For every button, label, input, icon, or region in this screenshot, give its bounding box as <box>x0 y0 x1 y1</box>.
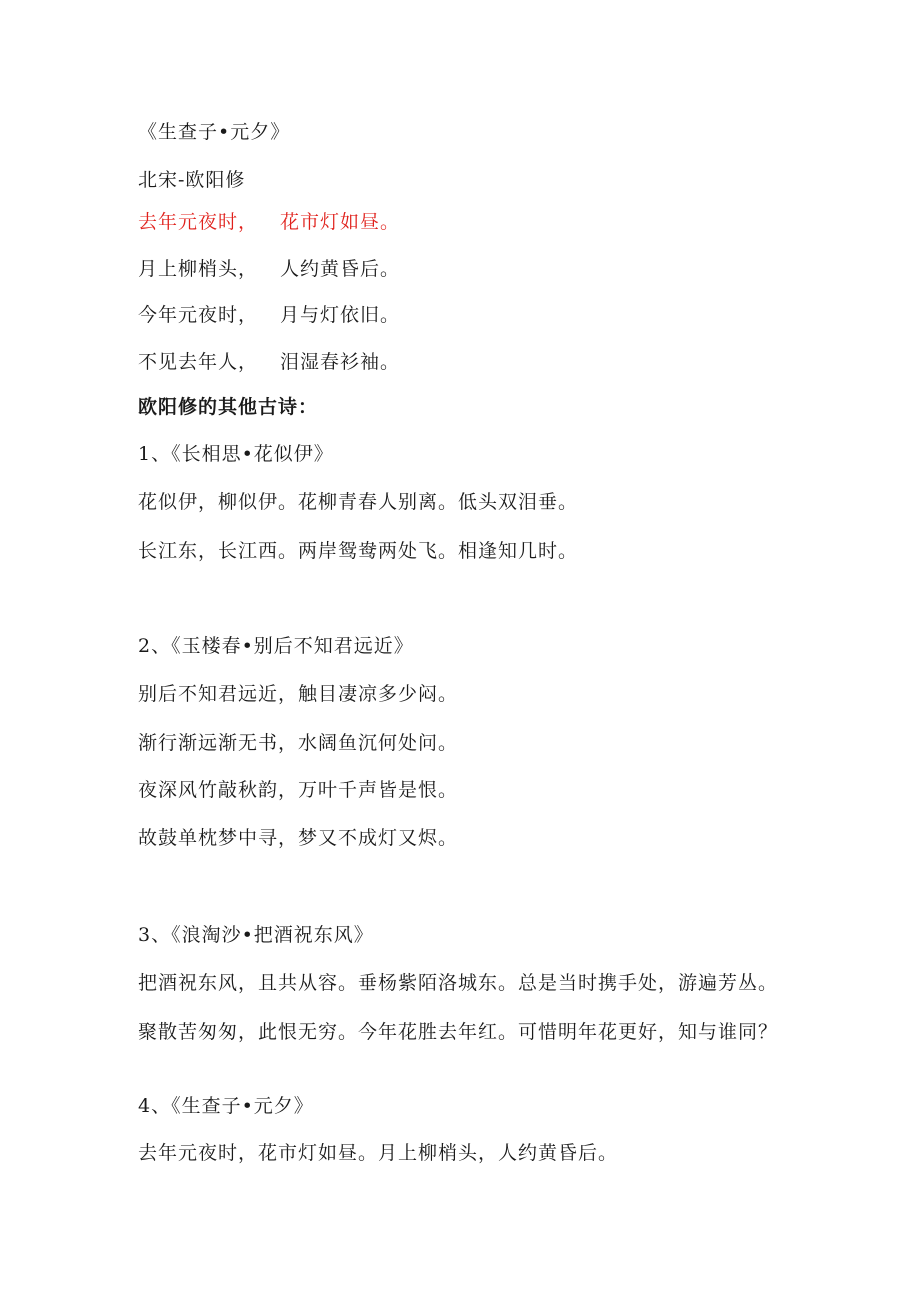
poem-item-line: 别后不知君远近，触目凄凉多少闷。 <box>138 683 459 705</box>
poem-item-title: 4、《生查子•元夕》 <box>138 1095 314 1117</box>
poem-item-line: 长江东，长江西。两岸鸳鸯两处飞。相逢知几时。 <box>138 540 579 562</box>
poem-line-1-first-half: 去年元夜时， <box>138 211 259 233</box>
poem-item-line: 聚散苦匆匆，此恨无穷。今年花胜去年红。可惜明年花更好，知与谁同？ <box>138 1021 779 1043</box>
poem-line-2-second-half: 人约黄昏后。 <box>280 258 401 280</box>
poem-line-3 <box>138 303 400 327</box>
poem-line-3-second-half: 月与灯依旧。 <box>280 304 401 326</box>
poem-line-4-first-half: 不见去年人， <box>138 351 259 373</box>
poem-line-4 <box>138 350 400 374</box>
poem-item-line: 花似伊，柳似伊。花柳青春人别离。低头双泪垂。 <box>138 491 579 513</box>
poem-item-line: 夜深风竹敲秋韵，万叶千声皆是恨。 <box>138 779 459 801</box>
poem-line-1 <box>138 210 400 234</box>
poem-item-title: 3、《浪淘沙•把酒祝东风》 <box>138 924 374 946</box>
other-poems-heading: 欧阳修的其他古诗： <box>138 396 319 418</box>
poem-item-title: 1、《长相思•花似伊》 <box>138 443 334 465</box>
poem-item-line: 故鼓单枕梦中寻，梦又不成灯又烬。 <box>138 827 459 849</box>
poem-item-line: 去年元夜时，花市灯如昼。月上柳梢头，人约黄昏后。 <box>138 1142 619 1164</box>
poem-line-1-second-half: 花市灯如昼。 <box>280 211 401 233</box>
poem-line-4-second-half: 泪湿春衫袖。 <box>280 351 401 373</box>
poem-item-line: 渐行渐远渐无书，水阔鱼沉何处问。 <box>138 732 459 754</box>
poem-item-title: 2、《玉楼春•别后不知君远近》 <box>138 635 414 657</box>
poem-line-2 <box>138 257 400 281</box>
poem-line-3-first-half: 今年元夜时， <box>138 304 259 326</box>
poem-author: 北宋-欧阳修 <box>138 169 246 191</box>
poem-line-2-first-half: 月上柳梢头， <box>138 258 259 280</box>
poem-title: 《生查子•元夕》 <box>138 121 291 143</box>
poem-item-line: 把酒祝东风，且共从容。垂杨紫陌洛城东。总是当时携手处，游遍芳丛。 <box>138 972 779 994</box>
